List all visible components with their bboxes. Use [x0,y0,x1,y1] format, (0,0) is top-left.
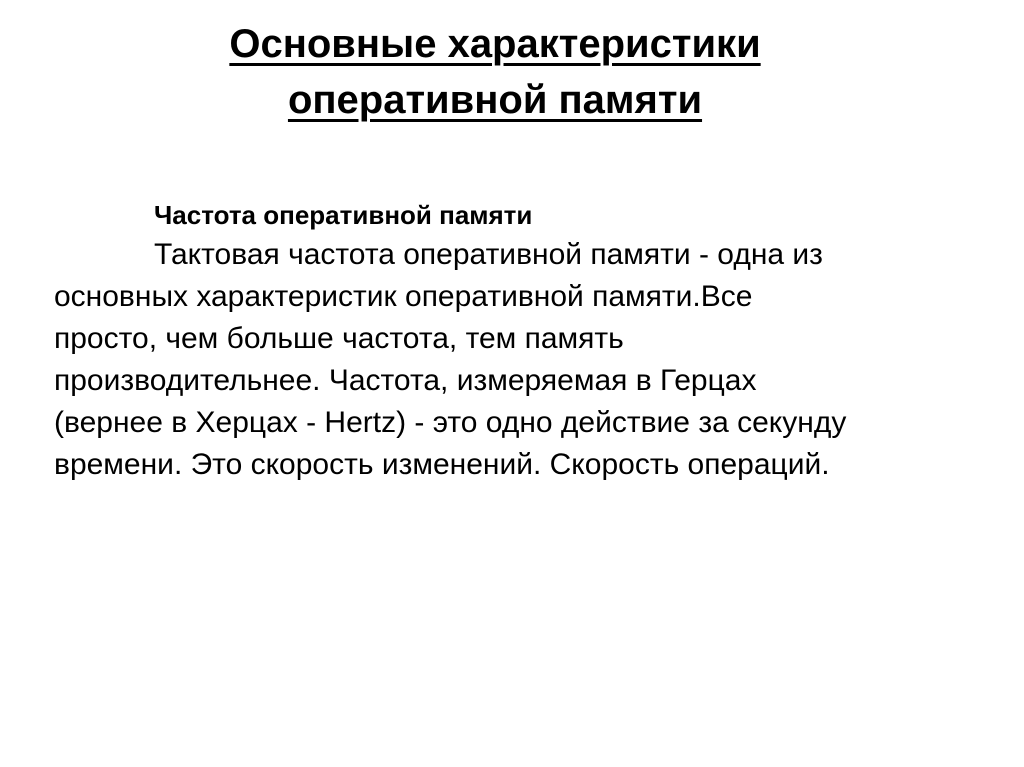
section-heading: Частота оперативной памяти [154,200,533,230]
body-line-1: Тактовая частота оперативной памяти - одна из [154,238,823,271]
slide-body [54,196,974,486]
body-line-2: основных характеристик оперативной памяти.Все [54,280,753,313]
body-line-4: производительнее. Частота, измеряемая в Герцах [54,364,757,397]
slide-title-line-1: Основные характеристики [229,22,761,66]
body-line-6: времени. Это скорость изменений. Скорость операций. [54,448,830,481]
slide-title-line-2: оперативной памяти [287,78,703,122]
body-line-5: (вернее в Херцах - Hertz) - это одно действие за секунду [54,406,847,439]
slide-title [0,16,990,128]
body-line-3: просто, чем больше частота, тем память [54,322,624,355]
